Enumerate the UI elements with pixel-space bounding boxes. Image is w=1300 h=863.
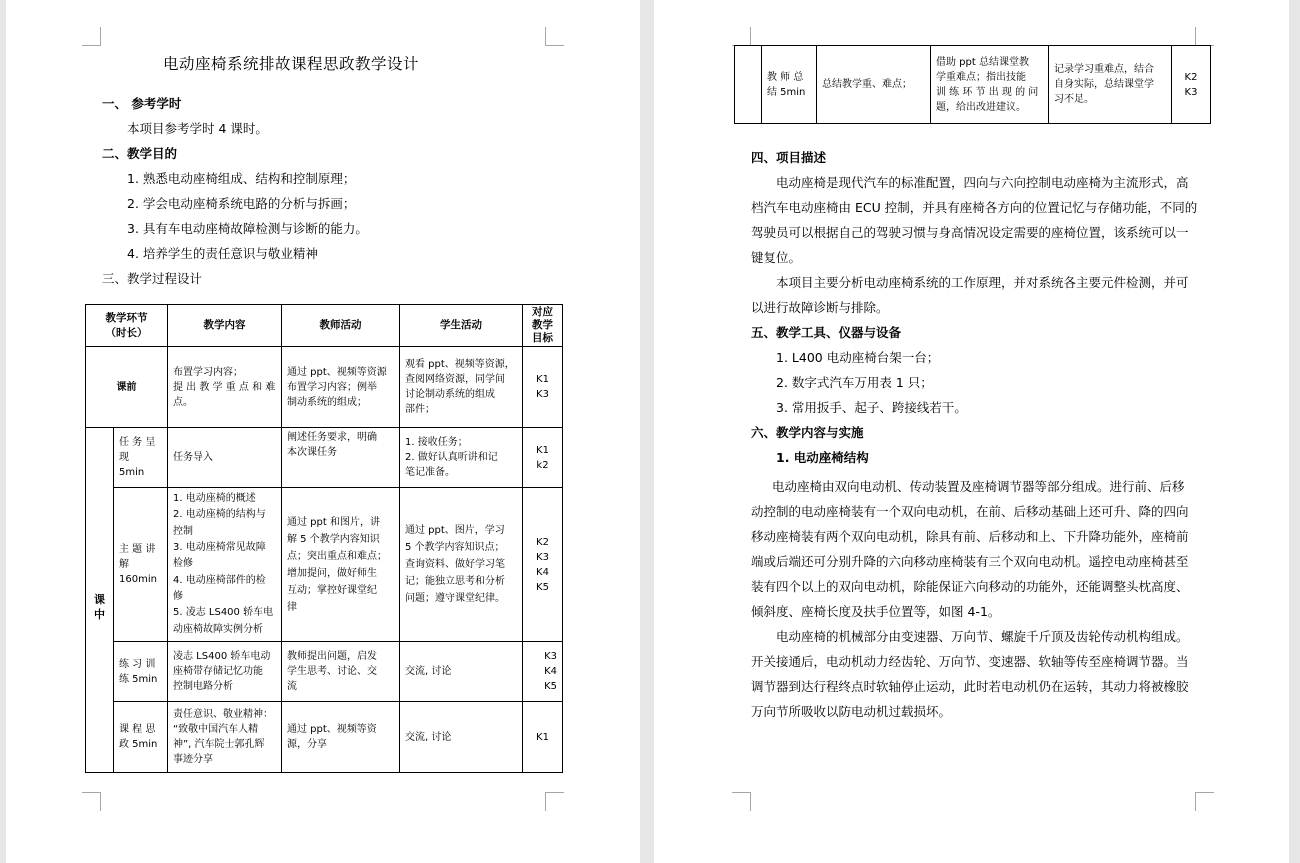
paragraph-line: 电动座椅是现代汽车的标准配置，四向与六向控制电动座椅为主流形式，高 [776,175,1189,190]
cell-text: K5 [544,681,557,692]
cell-student [400,488,523,642]
cell-text: 布置学习内容；例举 [287,381,377,393]
cell-text: 阐述任务要求，明确 [287,432,377,443]
cell-content [168,428,282,488]
cell-goal [523,642,563,702]
header-text: 目标 [532,332,553,344]
cell-text: 点；突出重点和难点； [287,550,387,562]
cell-text: K1 [536,731,549,743]
cell-text: 解 5 个教学内容知识 [287,533,380,545]
cell-text: 制动系统的组成； [287,396,367,408]
cell-text: 题，给出改进建议。 [936,101,1026,113]
cell-text: 3. 电动座椅常见故障 [173,542,266,554]
cell-student [400,702,523,773]
cell-in-class [735,46,762,124]
cell-text: 学重难点；指出技能 [936,71,1026,83]
cell-content [168,488,282,642]
cell-text: 解 [119,559,129,570]
cell-text: 律 [287,601,297,613]
cell-in-class [86,428,114,773]
crop-mark [732,792,751,811]
table-row [735,46,1211,124]
cell-text: 通过 ppt、视频等资源 [287,366,387,378]
cell-text: 现 [119,452,129,463]
paragraph-line: 以进行故障诊断与排除。 [751,300,889,315]
cell-text: 本次课任务 [287,447,337,458]
cell-text: 控制 [173,525,193,537]
cell-text: 4. 电动座椅部件的检 [173,574,266,586]
cell-text: K2 [1184,71,1198,83]
cell-text: 借助 ppt 总结课堂教 [936,56,1029,68]
cell-text: 5 个教学内容知识点； [405,542,505,553]
crop-mark [82,792,101,811]
cell-text: 2. 做好认真听讲和记 [405,452,498,463]
cell-content [817,46,931,124]
cell-text: 动座椅故障实例分析 [173,623,263,635]
cell-text: 中 [94,608,105,621]
section-heading: 三、教学过程设计 [102,271,203,286]
paragraph-line: 开关接通后，电动机动力经齿轮、万向节、变速器、软轴等传至座椅调节器。当 [751,654,1189,669]
list-item: 2. 数字式汽车万用表 1 只； [776,375,933,390]
cell-text: 教 师 总 [767,71,804,83]
cell-text: 课 [94,593,105,606]
section-heading: 五、教学工具、仪器与设备 [751,325,902,340]
header-teacher: 教师活动 [282,305,400,347]
paragraph-line: 万向节所吸收以防电动机过载损坏。 [751,704,952,719]
cell-goal [523,347,563,428]
cell-text: 1. 电动座椅的概述 [173,493,256,505]
cell-text: 查询资料、做好学习笔 [405,559,505,570]
cell-text: 提 出 教 学 重 点 和 难 [173,381,276,393]
cell-text: 训 练 环 节 出 现 的 问 [936,86,1039,98]
paragraph [751,170,1198,320]
cell-text: 流 [287,681,297,692]
list-item: 3. 常用扳手、起子、跨接线若干。 [776,400,967,415]
cell-goal [523,428,563,488]
cell-student [400,428,523,488]
crop-mark [82,27,101,46]
cell-student [1049,46,1172,124]
paragraph-line: 本项目主要分析电动座椅系统的工作原理，并对系统各主要元件检测，并可 [776,275,1189,290]
cell-text: k2 [536,459,549,471]
cell-text: 凌志 LS400 轿车电动 [173,651,271,662]
cell-text: 通过 ppt、视频等资 [287,724,377,735]
cell-text: 神”, 汽车院士郭孔辉 [173,739,265,750]
cell-text: 自身实际，总结课堂学 [1054,79,1154,90]
cell-text: 源，分享 [287,739,327,750]
paragraph-line: 电动座椅的机械部分由变速器、万向节、螺旋千斤顶及齿轮传动机构组成。 [776,629,1189,644]
paragraph-line: 键复位。 [751,250,802,265]
paragraph-line: 倾斜度、座椅长度及扶手位置等，如图 4-1。 [751,604,1001,619]
cell-text: 部件； [405,404,435,415]
page-right [654,0,1289,863]
crop-mark [545,792,564,811]
cell-text: 5. 凌志 LS400 轿车电 [173,607,274,619]
cell-text: 通过 ppt 和图片，讲 [287,516,380,528]
paragraph-line: 驾驶员可以根据自己的驾驶习惯与身高情况设定需要的座椅位置，该系统可以一 [751,225,1189,240]
header-content: 教学内容 [168,305,282,347]
cell-text: 修 [173,590,183,602]
crop-mark [1195,792,1214,811]
paragraph: 本项目参考学时 4 课时。 [127,121,268,136]
paragraph-line: 档汽车电动座椅由 ECU 控制，并具有座椅各方向的位置记忆与存储功能，不同的 [751,200,1198,215]
header-text: 教学 [532,319,553,331]
cell-text: 任 务 呈 [119,437,156,448]
crop-mark [545,27,564,46]
cell-text: 习不足。 [1054,94,1094,105]
header-text: 对应 [532,306,553,318]
cell-text: 记录学习重难点，结合 [1054,64,1154,75]
paragraph-line: 装有四个以上的双向电动机，除能保证六向移动的功能外，还能调整头枕高度、 [751,579,1189,594]
cell-text: K4 [544,666,557,677]
table-row [86,642,563,702]
section-heading: 一、 参考学时 [102,96,182,111]
paragraph [751,474,1189,724]
header-text: 教学环节 [105,311,148,324]
cell-content [168,702,282,773]
cell-text: 教师提出问题，启发 [287,651,377,662]
cell-text: 总结教学重、难点； [822,79,912,90]
subsection-heading: 1. 电动座椅结构 [776,450,869,465]
cell-stage [114,428,168,488]
cell-text: 查阅网络资源，同学间 [405,374,505,385]
list-item: 2. 学会电动座椅系统电路的分析与拆画； [127,196,356,211]
cell-text: 检修 [173,558,193,570]
cell-text: 1. 接收任务； [405,437,468,448]
cell-text: 160min [119,574,157,585]
cell-text: 2. 电动座椅的结构与 [173,509,266,521]
cell-stage [762,46,817,124]
cell-goal [1172,46,1211,124]
cell-text: 控制电路分析 [173,681,233,692]
cell-text: K1 [536,444,549,456]
cell-text: 互动；掌控好课堂纪 [287,584,377,596]
cell-goal [523,702,563,773]
cell-text: K2 [536,536,549,548]
paragraph-line: 移动座椅装有两个双向电动机，除具有前、后移动和上、下升降功能外，座椅前 [751,529,1189,544]
cell-text: K5 [536,581,549,593]
table-row [86,347,563,428]
cell-text: K3 [536,389,549,400]
cell-student [400,642,523,702]
crop-mark [732,27,751,46]
cell-text: 座椅带存储记忆功能 [173,666,263,677]
cell-text: 问题；遵守课堂纪律。 [405,593,505,604]
cell-stage [114,702,168,773]
cell-teacher [282,428,400,488]
paragraph-line: 端或后端还可分别升降的六向移动座椅装有三个双向电动机。遥控电动座椅甚至 [751,554,1189,569]
cell-teacher [282,642,400,702]
cell-content [168,642,282,702]
cell-text: 布置学习内容； [173,366,243,378]
teaching-process-table-continued [734,45,1211,124]
list-item: 4. 培养学生的责任意识与敬业精神 [127,246,318,261]
list-item: 3. 具有车电动座椅故障检测与诊断的能力。 [127,221,368,236]
cell-teacher [282,702,400,773]
cell-text: 讨论制动系统的组成 [405,389,495,400]
paragraph-line: 动控制的电动座椅装有一个双向电动机，在前、后移动基础上还可升、降的四向 [751,504,1189,519]
cell-text: 5min [119,467,145,478]
section-heading: 四、项目描述 [751,150,827,165]
cell-teacher [282,488,400,642]
list-item: 1. 熟悉电动座椅组成、结构和控制原理； [127,171,356,186]
document-title: 电动座椅系统排故课程思政教学设计 [163,55,420,73]
cell-text: K3 [1184,86,1198,98]
cell-teacher [931,46,1049,124]
table-row [86,702,563,773]
cell-text: 任务导入 [173,452,213,463]
paragraph-line: 调节器到达行程终点时软轴停止运动，此时若电动机仍在运转，其动力将被橡胶 [751,679,1189,694]
header-stage [86,305,168,347]
cell-text: 点。 [173,396,193,408]
header-goal [523,305,563,347]
cell-stage [114,642,168,702]
cell-content [168,347,282,428]
cell-text: 记；能独立思考和分析 [405,576,505,587]
section-heading: 六、教学内容与实施 [751,425,864,440]
cell-teacher [282,347,400,428]
cell-text: 交流, 讨论 [405,666,452,677]
table-row [86,428,563,488]
cell-text: 笔记准备。 [405,467,455,478]
cell-text: 练 5min [119,673,158,685]
cell-text: K4 [536,566,549,578]
cell-text: 课 程 思 [119,724,156,735]
table-header-row [86,305,563,347]
header-text: （时长） [105,326,148,339]
cell-text: 学生思考、讨论、交 [287,666,377,677]
cell-text: 结 5min [767,86,806,98]
cell-text: 事迹分享 [173,754,213,765]
cell-text: 政 5min [119,739,158,750]
cell-text: 责任意识、敬业精神： [173,709,273,720]
cell-text: 通过 ppt、图片，学习 [405,525,505,536]
list-item: 1. L400 电动座椅台架一台； [776,350,940,365]
cell-stage [114,488,168,642]
cell-text: 练 习 训 [119,658,156,670]
cell-text: K1 [536,374,549,385]
cell-text: 交流, 讨论 [405,731,452,743]
table-row [86,488,563,642]
section-heading: 二、教学目的 [102,146,178,161]
paragraph-line: 电动座椅由双向电动机、传动装置及座椅调节器等部分组成。进行前、后移 [772,479,1185,494]
page-gutter [640,0,654,863]
cell-text: 增加提问，做好师生 [287,567,377,579]
header-student: 学生活动 [400,305,523,347]
crop-mark [1195,27,1214,46]
cell-text: K3 [544,651,557,662]
cell-stage: 课前 [86,347,168,428]
cell-student [400,347,523,428]
cell-text: “致敬中国汽车人精 [173,724,259,735]
cell-text: 观看 ppt、视频等资源， [405,359,515,370]
cell-text: 主 题 讲 [119,544,156,555]
teaching-process-table [85,304,563,773]
cell-text: K3 [536,551,549,563]
cell-goal [523,488,563,642]
